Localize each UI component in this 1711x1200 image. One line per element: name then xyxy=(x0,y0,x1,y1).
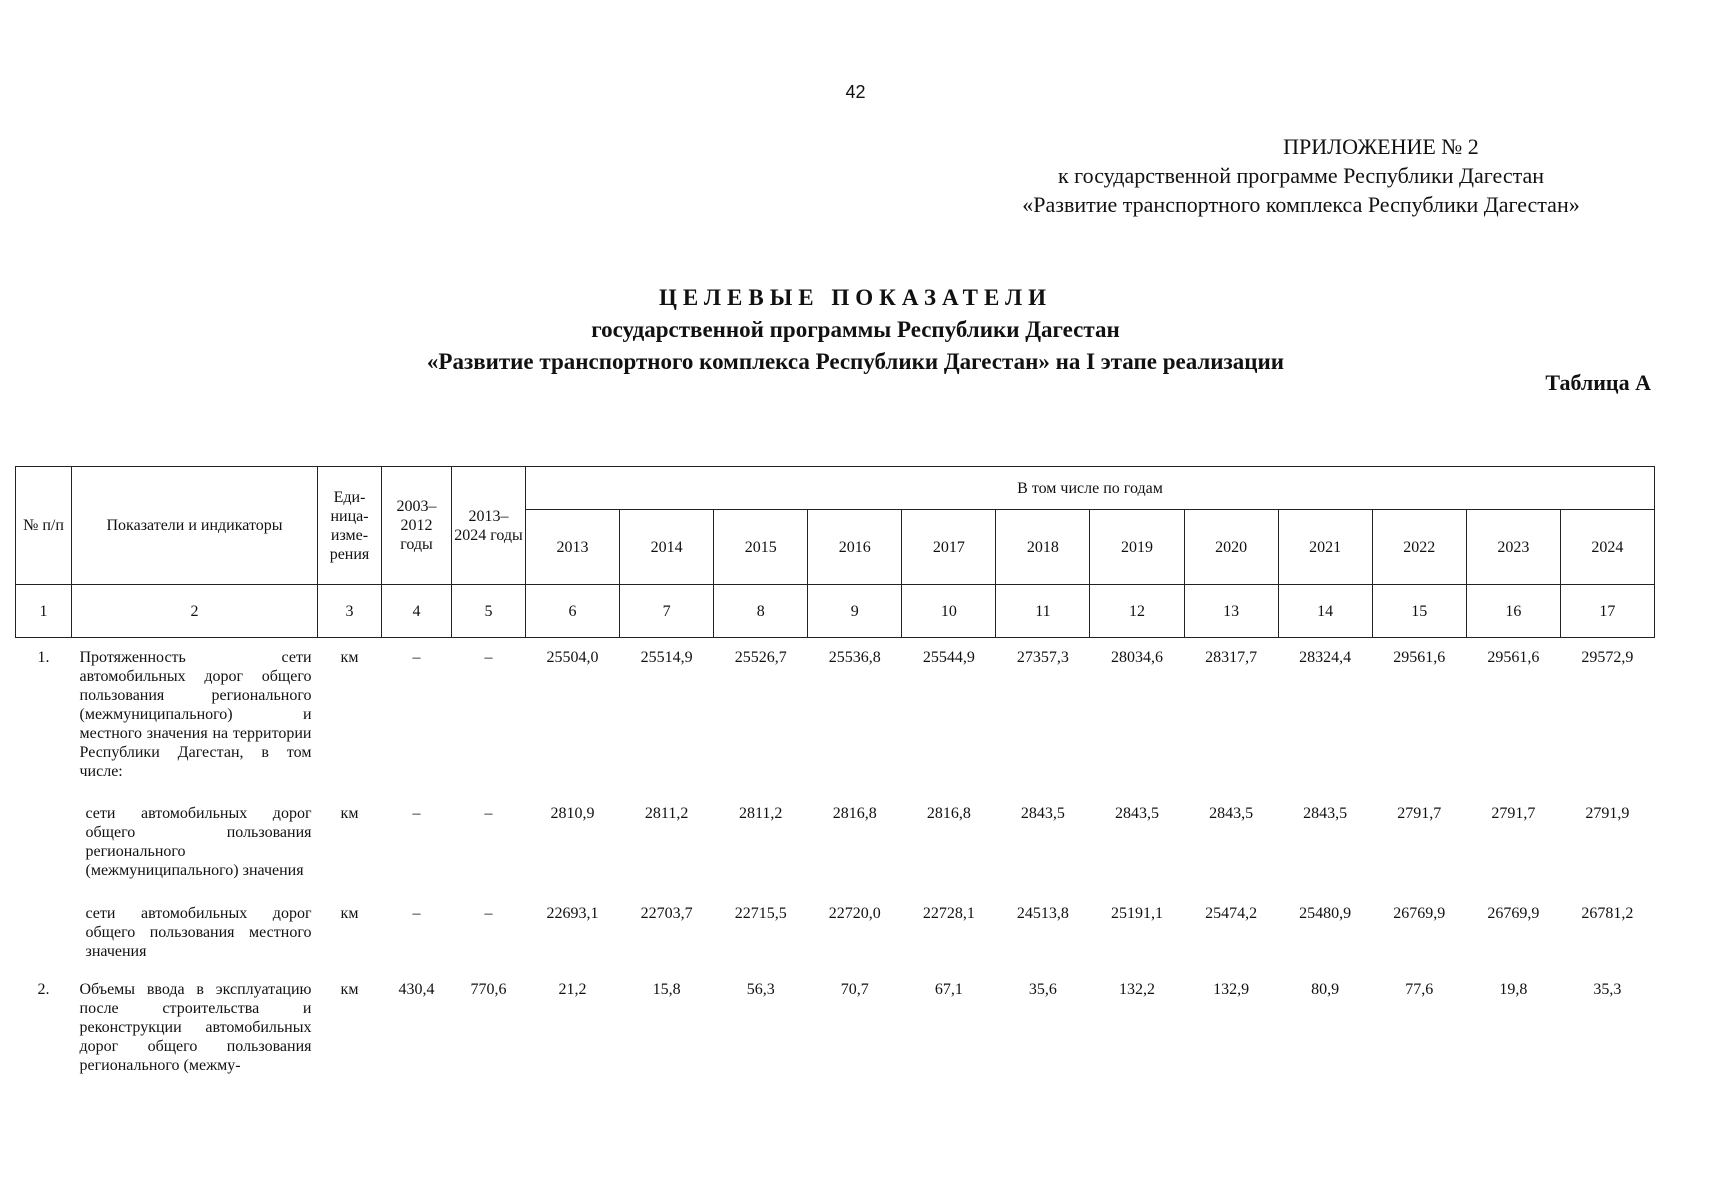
row-year-value: 2791,9 xyxy=(1585,804,1630,822)
column-number: 15 xyxy=(1372,585,1466,638)
row-year-value: 35,3 xyxy=(1593,980,1622,998)
row-unit: км xyxy=(318,638,382,794)
row-year-value: 22720,0 xyxy=(828,904,881,922)
table-row xyxy=(16,894,1655,970)
column-number: 1 xyxy=(16,585,72,638)
row-period-2003-2012: – xyxy=(412,904,421,922)
row-indicator-name: сети автомобильных дорог общего пользования регионального (межмуниципального) значения xyxy=(85,804,312,879)
column-number: 11 xyxy=(996,585,1090,638)
header-year: 2013 xyxy=(526,510,620,585)
row-year-value: 80,9 xyxy=(1311,980,1340,998)
row-year-value: 2811,2 xyxy=(644,804,689,822)
row-indicator-name: Протяженность сети автомобильных дорог общего пользования регионального (межмуниципального) и местного значения на территории Республики Дагестан, в том числе: xyxy=(72,638,318,794)
header-year: 2019 xyxy=(1090,510,1184,585)
document-heading xyxy=(0,282,1711,378)
row-year-value: 22693,1 xyxy=(546,904,599,922)
row-period-2013-2024: – xyxy=(452,638,526,794)
header-unit: Еди-ница-изме-рения xyxy=(318,467,382,585)
row-year-value: 28034,6 xyxy=(1090,638,1184,794)
header-year: 2022 xyxy=(1372,510,1466,585)
row-year-value: 25474,2 xyxy=(1205,904,1258,922)
row-year-value: 77,6 xyxy=(1405,980,1434,998)
row-year-value: 25480,9 xyxy=(1299,904,1352,922)
column-number: 13 xyxy=(1184,585,1278,638)
column-numbers-row xyxy=(16,585,1655,638)
column-number: 5 xyxy=(452,585,526,638)
column-number: 4 xyxy=(382,585,452,638)
row-year-value: 70,7 xyxy=(840,980,869,998)
header-year: 2014 xyxy=(620,510,714,585)
row-year-value: 2811,2 xyxy=(738,804,783,822)
row-year-value: 25544,9 xyxy=(902,638,996,794)
column-number: 16 xyxy=(1466,585,1560,638)
row-year-value: 21,2 xyxy=(558,980,587,998)
row-year-value: 2816,8 xyxy=(832,804,877,822)
column-number: 17 xyxy=(1560,585,1654,638)
heading-line-3: «Развитие транспортного комплекса Республики Дагестан» на I этапе реализации xyxy=(426,349,1285,374)
row-year-value: 25536,8 xyxy=(808,638,902,794)
row-year-value: 25191,1 xyxy=(1111,904,1163,922)
row-period-2013-2024: – xyxy=(484,804,493,822)
row-year-value: 67,1 xyxy=(934,980,963,998)
appendix-line-2: «Развитие транспортного комплекса Республики Дагестан» xyxy=(1022,192,1580,217)
row-year-value: 2843,5 xyxy=(1115,804,1159,822)
heading-line-1: ЦЕЛЕВЫЕ ПОКАЗАТЕЛИ xyxy=(658,285,1053,310)
header-year: 2016 xyxy=(808,510,902,585)
row-year-value: 29572,9 xyxy=(1560,638,1654,794)
column-number: 8 xyxy=(714,585,808,638)
row-num: 2. xyxy=(37,980,50,998)
row-unit: км xyxy=(340,804,359,822)
column-number: 9 xyxy=(808,585,902,638)
table-label: Таблица А xyxy=(1545,370,1651,395)
row-unit: км xyxy=(340,904,359,922)
row-year-value: 132,9 xyxy=(1213,980,1250,998)
row-num: 1. xyxy=(16,638,72,794)
table-body xyxy=(16,638,1655,1080)
column-number: 7 xyxy=(620,585,714,638)
row-period-2013-2024: 770,6 xyxy=(470,980,507,998)
row-year-value: 25514,9 xyxy=(620,638,714,794)
row-year-value: 28317,7 xyxy=(1184,638,1278,794)
row-period-2003-2012: – xyxy=(382,638,452,794)
row-period-2003-2012: 430,4 xyxy=(398,980,435,998)
row-num xyxy=(16,794,72,894)
column-number: 6 xyxy=(526,585,620,638)
row-year-value: 22703,7 xyxy=(640,904,693,922)
header-year: 2018 xyxy=(996,510,1090,585)
row-year-value: 2816,8 xyxy=(926,804,971,822)
table-row xyxy=(16,970,1655,1080)
row-year-value: 26769,9 xyxy=(1393,904,1446,922)
row-year-value: 24513,8 xyxy=(1016,904,1069,922)
row-year-value: 19,8 xyxy=(1499,980,1528,998)
header-year: 2015 xyxy=(714,510,808,585)
row-indicator-name: сети автомобильных дорог общего пользования местного значения xyxy=(85,904,312,960)
row-year-value: 15,8 xyxy=(652,980,681,998)
header-year: 2020 xyxy=(1184,510,1278,585)
header-num: № п/п xyxy=(16,467,72,585)
page-number: 42 xyxy=(845,82,866,102)
appendix-line-1: к государственной программе Республики Дагестан xyxy=(1057,163,1545,188)
row-year-value: 35,6 xyxy=(1028,980,1057,998)
heading-line-2: государственной программы Республики Дагестан xyxy=(591,317,1120,342)
header-year: 2017 xyxy=(902,510,996,585)
row-year-value: 28324,4 xyxy=(1278,638,1372,794)
table-row xyxy=(16,638,1655,794)
row-unit: км xyxy=(340,980,359,998)
row-period-2013-2024: – xyxy=(484,904,493,922)
header-year: 2021 xyxy=(1278,510,1372,585)
header-period-2003-2012: 2003–2012 годы xyxy=(382,467,452,585)
column-number: 14 xyxy=(1278,585,1372,638)
table-row xyxy=(16,794,1655,894)
row-indicator-name: Объемы ввода в эксплуатацию после строительства и реконструкции автомобильных дорог общего пользования регионального (межму- xyxy=(79,980,312,1074)
indicators-table xyxy=(15,466,1655,1080)
header-by-years: В том числе по годам xyxy=(526,467,1655,510)
row-year-value: 2843,5 xyxy=(1209,804,1254,822)
row-year-value: 2810,9 xyxy=(550,804,595,822)
appendix-block xyxy=(981,132,1621,219)
row-year-value: 25504,0 xyxy=(526,638,620,794)
row-year-value: 22728,1 xyxy=(922,904,975,922)
column-number: 2 xyxy=(72,585,318,638)
appendix-title: ПРИЛОЖЕНИЕ № 2 xyxy=(1283,134,1479,159)
row-num xyxy=(16,894,72,970)
row-year-value: 27357,3 xyxy=(996,638,1090,794)
row-year-value: 26781,2 xyxy=(1581,904,1634,922)
row-year-value: 132,2 xyxy=(1119,980,1155,998)
column-number: 3 xyxy=(318,585,382,638)
row-year-value: 22715,5 xyxy=(734,904,787,922)
row-year-value: 56,3 xyxy=(746,980,775,998)
row-year-value: 2791,7 xyxy=(1397,804,1442,822)
header-period-2013-2024: 2013–2024 годы xyxy=(452,467,526,585)
row-year-value: 29561,6 xyxy=(1372,638,1466,794)
header-year: 2023 xyxy=(1466,510,1560,585)
row-year-value: 2791,7 xyxy=(1491,804,1536,822)
column-number: 12 xyxy=(1090,585,1184,638)
row-year-value: 25526,7 xyxy=(714,638,808,794)
header-year: 2024 xyxy=(1560,510,1654,585)
row-year-value: 2843,5 xyxy=(1020,804,1065,822)
column-number: 10 xyxy=(902,585,996,638)
row-year-value: 26769,9 xyxy=(1487,904,1540,922)
row-year-value: 29561,6 xyxy=(1466,638,1560,794)
row-year-value: 2843,5 xyxy=(1303,804,1348,822)
row-period-2003-2012: – xyxy=(412,804,421,822)
header-indicator: Показатели и индикаторы xyxy=(72,467,318,585)
